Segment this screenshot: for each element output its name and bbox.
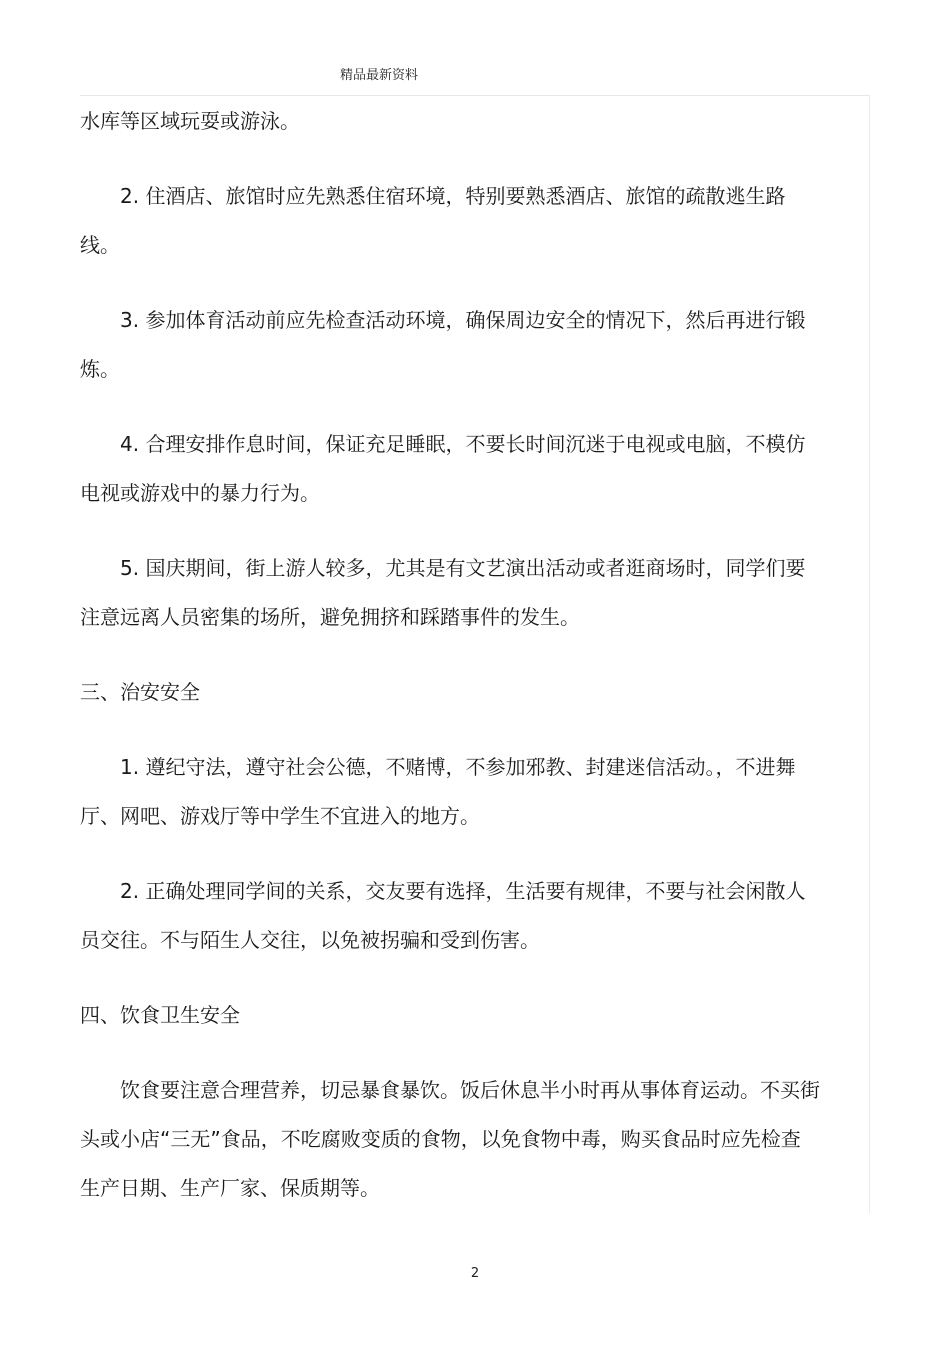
paragraph-continuation: 水库等区域玩耍或游泳。 (80, 109, 300, 133)
right-margin-line (869, 95, 870, 1213)
section-heading-food-safety: 四、饮食卫生安全 (80, 1003, 240, 1027)
page-number: 2 (470, 1266, 480, 1281)
paragraph-item-3-sports: 3. 参加体育活动前应先检查活动环境，确保周边安全的情况下，然后再进行锻炼。 (80, 308, 806, 381)
paragraph-item-5-crowds: 5. 国庆期间，街上游人较多，尤其是有文艺演出活动或者逛商场时，同学们要注意远离人员密集的场所，避免拥挤和踩踏事件的发生。 (80, 556, 806, 629)
header-divider (80, 95, 870, 96)
paragraph-relationships: 2. 正确处理同学间的关系，交友要有选择，生活要有规律，不要与社会闲散人员交往。不与陌生人交往，以免被拐骗和受到伤害。 (80, 879, 806, 952)
paragraph-item-4-rest: 4. 合理安排作息时间，保证充足睡眠，不要长时间沉迷于电视或电脑，不模仿电视或游戏中的暴力行为。 (80, 432, 806, 505)
paragraph-law-abiding: 1. 遵纪守法，遵守社会公德，不赌博，不参加邪教、封建迷信活动。，不进舞厅、网吧、游戏厅等中学生不宜进入的地方。 (80, 755, 796, 828)
page-header: 精品最新资料 (340, 68, 419, 83)
section-heading-public-security: 三、治安安全 (80, 680, 200, 704)
paragraph-item-2-hotel: 2. 住酒店、旅馆时应先熟悉住宿环境，特别要熟悉酒店、旅馆的疏散逃生路线。 (80, 184, 786, 257)
document-body (80, 97, 820, 1239)
paragraph-diet: 饮食要注意合理营养，切忌暴食暴饮。饭后休息半小时再从事体育运动。不买街头或小店“三无”食品，不吃腐败变质的食物，以免食物中毒，购买食品时应先检查生产日期、生产厂家、保质期等。 (80, 1078, 820, 1200)
